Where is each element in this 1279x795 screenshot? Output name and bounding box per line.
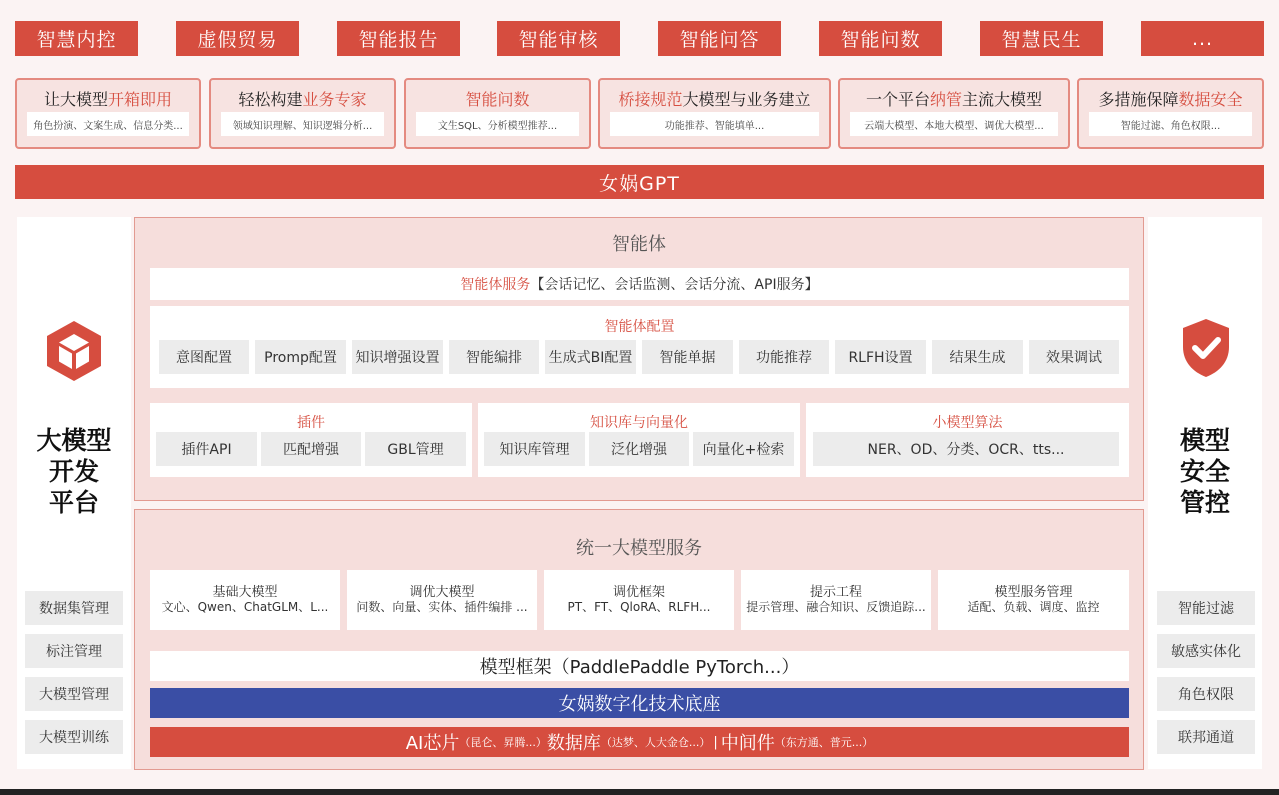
feature-card-title: 智能问数: [465, 90, 530, 109]
right-item-entity[interactable]: 敏感实体化: [1157, 634, 1255, 668]
config-intent[interactable]: 意图配置: [159, 340, 249, 374]
feature-card-desc: 功能推荐、智能填单...: [610, 112, 819, 136]
service-model-management[interactable]: [938, 570, 1129, 630]
right-item-federation[interactable]: 联邦通道: [1157, 720, 1255, 754]
knowledge-title: 知识库与向量化: [590, 415, 688, 431]
feature-card-4: [598, 78, 831, 149]
service-desc: 文心、Qwen、ChatGLM、L...: [161, 600, 329, 614]
service-tuning-framework[interactable]: [544, 570, 734, 630]
left-item-annotation[interactable]: 标注管理: [25, 634, 123, 668]
cube-icon: [43, 317, 105, 385]
service-desc: 问数、向量、实体、插件编排 ...: [356, 600, 528, 614]
scenario-button-2[interactable]: 虚假贸易: [176, 21, 299, 56]
right-item-role[interactable]: 角色权限: [1157, 677, 1255, 711]
feature-card-3: [404, 78, 591, 149]
service-title: 基础大模型: [212, 585, 278, 600]
shield-check-icon: [1181, 317, 1231, 379]
left-panel: [17, 217, 131, 769]
service-base-model[interactable]: [150, 570, 340, 630]
service-desc: 适配、负载、调度、监控: [967, 600, 1100, 614]
agent-service-bar: [150, 268, 1129, 300]
service-desc: 提示管理、融合知识、反馈追踪...: [746, 600, 926, 614]
config-orchestration[interactable]: 智能编排: [449, 340, 539, 374]
agent-section-title: 智能体: [612, 234, 666, 255]
bottom-edge-strip: [0, 789, 1279, 795]
framework-bar: 模型框架（PaddlePaddle PyTorch...）: [150, 651, 1129, 681]
config-documents[interactable]: 智能单据: [642, 340, 733, 374]
feature-card-title: 多措施保障数据安全: [1098, 90, 1243, 109]
right-panel: [1148, 217, 1262, 769]
scenario-button-4[interactable]: 智能审核: [497, 21, 620, 56]
feature-card-desc: 文生SQL、分析模型推荐...: [416, 112, 579, 136]
right-item-filter[interactable]: 智能过滤: [1157, 591, 1255, 625]
left-panel-title: 大模型 开发 平台: [36, 426, 112, 517]
gpt-bar: 女娲GPT: [15, 165, 1264, 199]
plugin-api[interactable]: 插件API: [156, 432, 257, 466]
knowledge-mgmt[interactable]: 知识库管理: [484, 432, 585, 466]
config-prompt[interactable]: Promp配置: [255, 340, 346, 374]
plugin-title: 插件: [297, 415, 325, 431]
agent-service-detail: 【会话记忆、会话监测、会话分流、API服务】: [530, 277, 819, 293]
feature-card-desc: 云端大模型、本地大模型、调优大模型...: [850, 112, 1058, 136]
left-item-dataset[interactable]: 数据集管理: [25, 591, 123, 625]
service-title: 调优框架: [612, 585, 665, 600]
config-result[interactable]: 结果生成: [932, 340, 1023, 374]
feature-card-5: [838, 78, 1070, 149]
service-prompt-engineering[interactable]: [741, 570, 931, 630]
service-title: 调优大模型: [409, 585, 475, 600]
feature-card-title: 一个平台纳管主流大模型: [865, 90, 1043, 109]
left-item-training[interactable]: 大模型训练: [25, 720, 123, 754]
scenario-button-6[interactable]: 智能问数: [819, 21, 942, 56]
small-model-title: 小模型算法: [932, 415, 1003, 431]
scenario-button-5[interactable]: 智能问答: [658, 21, 781, 56]
feature-card-desc: 领域知识理解、知识逻辑分析...: [221, 112, 384, 136]
feature-card-title: 让大模型开箱即用: [43, 90, 173, 109]
feature-card-2: [209, 78, 396, 149]
scenario-button-7[interactable]: 智慧民生: [980, 21, 1103, 56]
feature-card-title: 轻松构建业务专家: [238, 90, 367, 109]
agent-service-label: 智能体服务: [460, 277, 531, 293]
feature-card-desc: 角色扮演、文案生成、信息分类...: [27, 112, 189, 136]
agent-config-title: 智能体配置: [604, 319, 675, 335]
small-model-algorithms[interactable]: NER、OD、分类、OCR、tts...: [813, 432, 1119, 466]
left-item-model-mgmt[interactable]: 大模型管理: [25, 677, 123, 711]
feature-card-1: [15, 78, 201, 149]
feature-card-title: 桥接规范大模型与业务建立: [618, 90, 811, 109]
infra-separator: |: [713, 734, 718, 750]
infra-middleware-detail: （东方通、普元...）: [774, 736, 874, 749]
service-title: 模型服务管理: [994, 585, 1073, 600]
scenario-button-more[interactable]: ...: [1141, 21, 1264, 56]
infra-chip: AI芯片: [405, 733, 460, 754]
scenario-button-1[interactable]: 智慧内控: [15, 21, 138, 56]
config-knowledge-enhance[interactable]: 知识增强设置: [352, 340, 443, 374]
config-recommend[interactable]: 功能推荐: [739, 340, 829, 374]
service-tuned-model[interactable]: [347, 570, 537, 630]
knowledge-vector[interactable]: 向量化+检索: [693, 432, 794, 466]
service-title: 提示工程: [809, 585, 862, 600]
feature-card-desc: 智能过滤、角色权限...: [1089, 112, 1252, 136]
infra-chip-detail: （昆仑、昇腾...）: [459, 736, 547, 749]
knowledge-generalize[interactable]: 泛化增强: [589, 432, 689, 466]
infra-db-detail: （达梦、人大金仓...）: [600, 736, 711, 749]
service-desc: PT、FT、QloRA、RLFH...: [567, 600, 711, 614]
infra-db: 数据库: [546, 733, 601, 754]
config-debug[interactable]: 效果调试: [1029, 340, 1119, 374]
feature-card-6: [1077, 78, 1264, 149]
config-rlfh[interactable]: RLFH设置: [835, 340, 926, 374]
infra-middleware: 中间件: [720, 733, 775, 754]
plugin-gbl[interactable]: GBL管理: [365, 432, 466, 466]
scenario-button-3[interactable]: 智能报告: [337, 21, 460, 56]
unified-section-title: 统一大模型服务: [576, 538, 702, 559]
plugin-match[interactable]: 匹配增强: [261, 432, 361, 466]
config-bi[interactable]: 生成式BI配置: [545, 340, 636, 374]
infra-bar: [150, 727, 1129, 757]
right-panel-title: 模型 安全 管控: [1179, 426, 1230, 517]
digital-base-bar: 女娲数字化技术底座: [150, 688, 1129, 718]
